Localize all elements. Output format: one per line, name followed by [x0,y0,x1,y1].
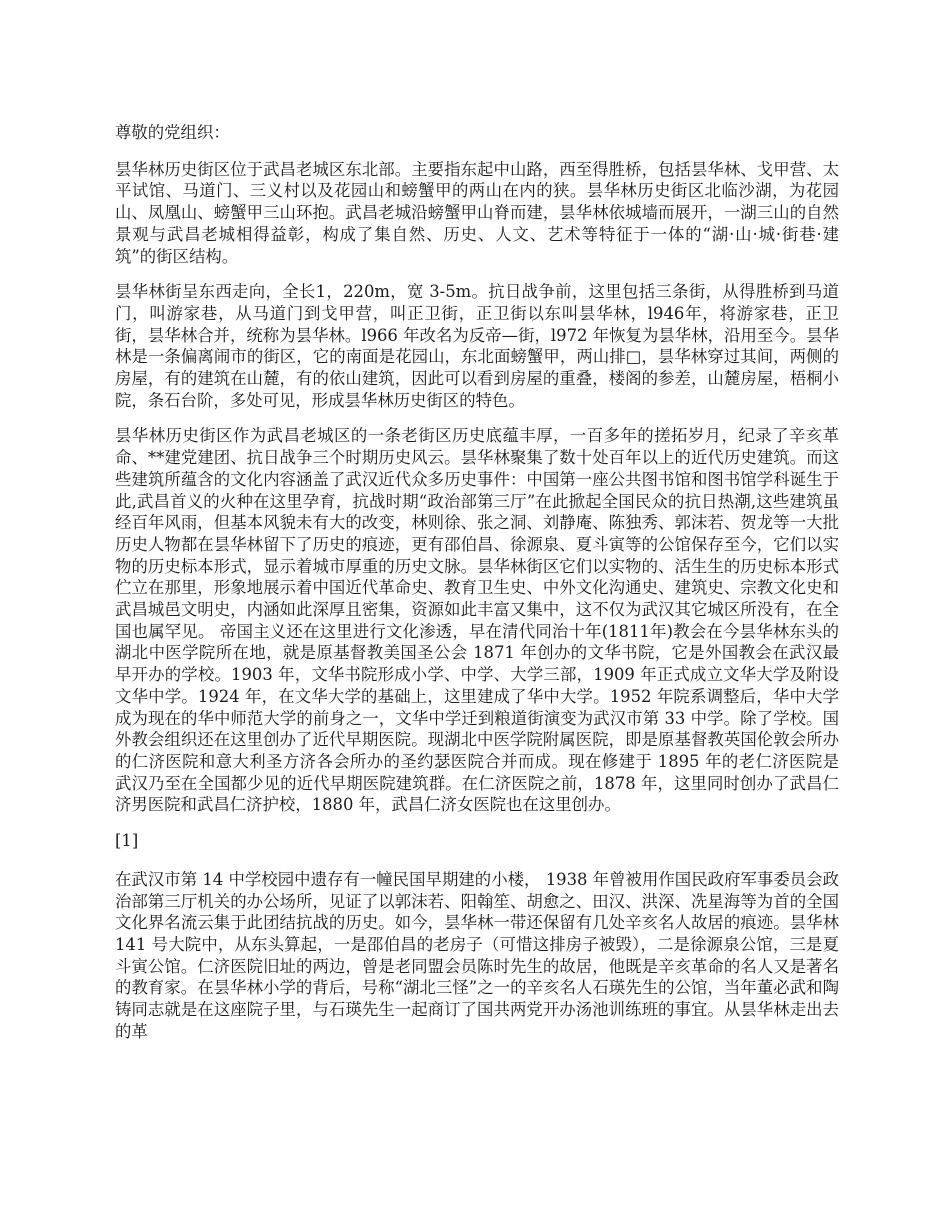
paragraph-cultural-figures: 在武汉市第 14 中学校园中遗存有一幢民国早期建的小楼， 1938 年曾被用作国民政府军事委员会政治部第三厅机关的办公场所，见证了以郭沫若、阳翰笙、胡愈之、田汉、洪深、冼星海等为首的全国文化界名流云集于此团结抗战的历史。如今，昙华林一带还保留有几处辛亥名人故居的痕迹。昙华林 141 号大院中，从东头算起，一是邵伯昌的老房子（可惜这排房子被毁），二是徐源泉公馆，三是夏斗寅公馆。仁济医院旧址的两边，曾是老同盟会员陈时先生的故居，他既是辛亥革命的名人又是著名的教育家。在昙华林小学的背后，号称“湖北三怪”之一的辛亥名人石瑛先生的公馆，当年董必武和陶铸同志就是在这座院子里，与石瑛先生一起商订了国共两党开办汤池训练班的事宜。从昙华林走出去的革 [115,869,839,1041]
paragraph-historical-heritage: 昙华林历史街区作为武昌老城区的一条老街区历史底蕴丰厚，一百多年的搓拓岁月，纪录了辛亥革命、**建党建团、抗日战争三个时期历史风云。昙华林聚集了数十处百年以上的近代历史建筑。而这些建筑所蕴含的文化内容涵盖了武汉近代众多历史事件：中国第一座公共图书馆和图书馆学科诞生于此,武昌首义的火种在这里孕育，抗战时期“政治部第三厅”在此掀起全国民众的抗日热潮,这些建筑虽经百年风雨，但基本风貌未有大的改变，林则徐、张之洞、刘静庵、陈独秀、郭沫若、贺龙等一大批历史人物都在昙华林留下了历史的痕迹，更有邵伯昌、徐源泉、夏斗寅等的公馆保存至今，它们以实物的历史标本形式，显示着城市厚重的历史文脉。昙华林街区它们以实物的、活生生的历史标本形式伫立在那里，形象地展示着中国近代革命史、教育卫生史、中外文化沟通史、建筑史、宗教文化史和武昌城邑文明史，内涵如此深厚且密集，资源如此丰富又集中，这不仅为武汉其它城区所没有，在全国也属罕见。 帝国主义还在这里进行文化渗透，早在清代同治十年(1811年)教会在今昙华林东头的湖北中医学院所在地，就是原基督教美国圣公会 1871 年创办的文华书院，它是外国教会在武汉最早开办的学校。1903 年，文华书院形成小学、中学、大学三部，1909 年正式成立文华大学及附设文华中学。1924 年，在文华大学的基础上，这里建成了华中大学。1952 年院系调整后，华中大学成为现在的华中师范大学的前身之一，文华中学迁到粮道街演变为武汉市第 33 中学。除了学校。国外教会组织还在这里创办了近代早期医院。现湖北中医学院附属医院，即是原基督教英国伦敦会所办的仁济医院和意大利圣方济各会所办的圣约瑟医院合并而成。现在修建于 1895 年的老仁济医院是武汉乃至在全国都少见的近代早期医院建筑群。在仁济医院之前，1878 年，这里同时创办了武昌仁济男医院和武昌仁济护校，1880 年，武昌仁济女医院也在这里创办。 [115,426,839,815]
salutation: 尊敬的党组织： [115,123,230,142]
document-body [115,122,839,1056]
paragraph-district-overview: 昙华林历史街区位于武昌老城区东北部。主要指东起中山路，西至得胜桥，包括昙华林、戈甲营、太平试馆、马道门、三义村以及花园山和螃蟹甲的两山在内的狭。昙华林历史街区北临沙湖，为花园山、凤凰山、螃蟹甲三山环抱。武昌老城沿螃蟹甲山脊而建，昙华林依城墙而展开，一湖三山的自然景观与武昌老城相得益彰，构成了集自然、历史、人文、艺术等特征于一体的“湖·山·城·街巷·建筑”的街区结构。 [115,159,839,266]
reference-marker: [1] [115,831,139,851]
paragraph-street-history: 昙华林街呈东西走向，全长1，220m，宽 3-5m。抗日战争前，这里包括三条街，从得胜桥到马道门，叫游家巷，从马道门到戈甲营，叫正卫街，正卫街以东叫昙华林，l946年，将游家巷，正卫街，昙华林合并，统称为昙华林。l966 年改名为反帝—街，l972 年恢复为昙华林，沿用至今。昙华林是一条偏离闹市的街区，它的南面是花园山，东北面螃蟹甲，两山排□，昙华林穿过其间，两侧的房屋，有的建筑在山麓，有的依山建筑，因此可以看到房屋的重叠，楼阁的参差，山麓房屋，梧桐小院，条石台阶，多处可见，形成昙华林历史街区的特色。 [115,282,839,410]
